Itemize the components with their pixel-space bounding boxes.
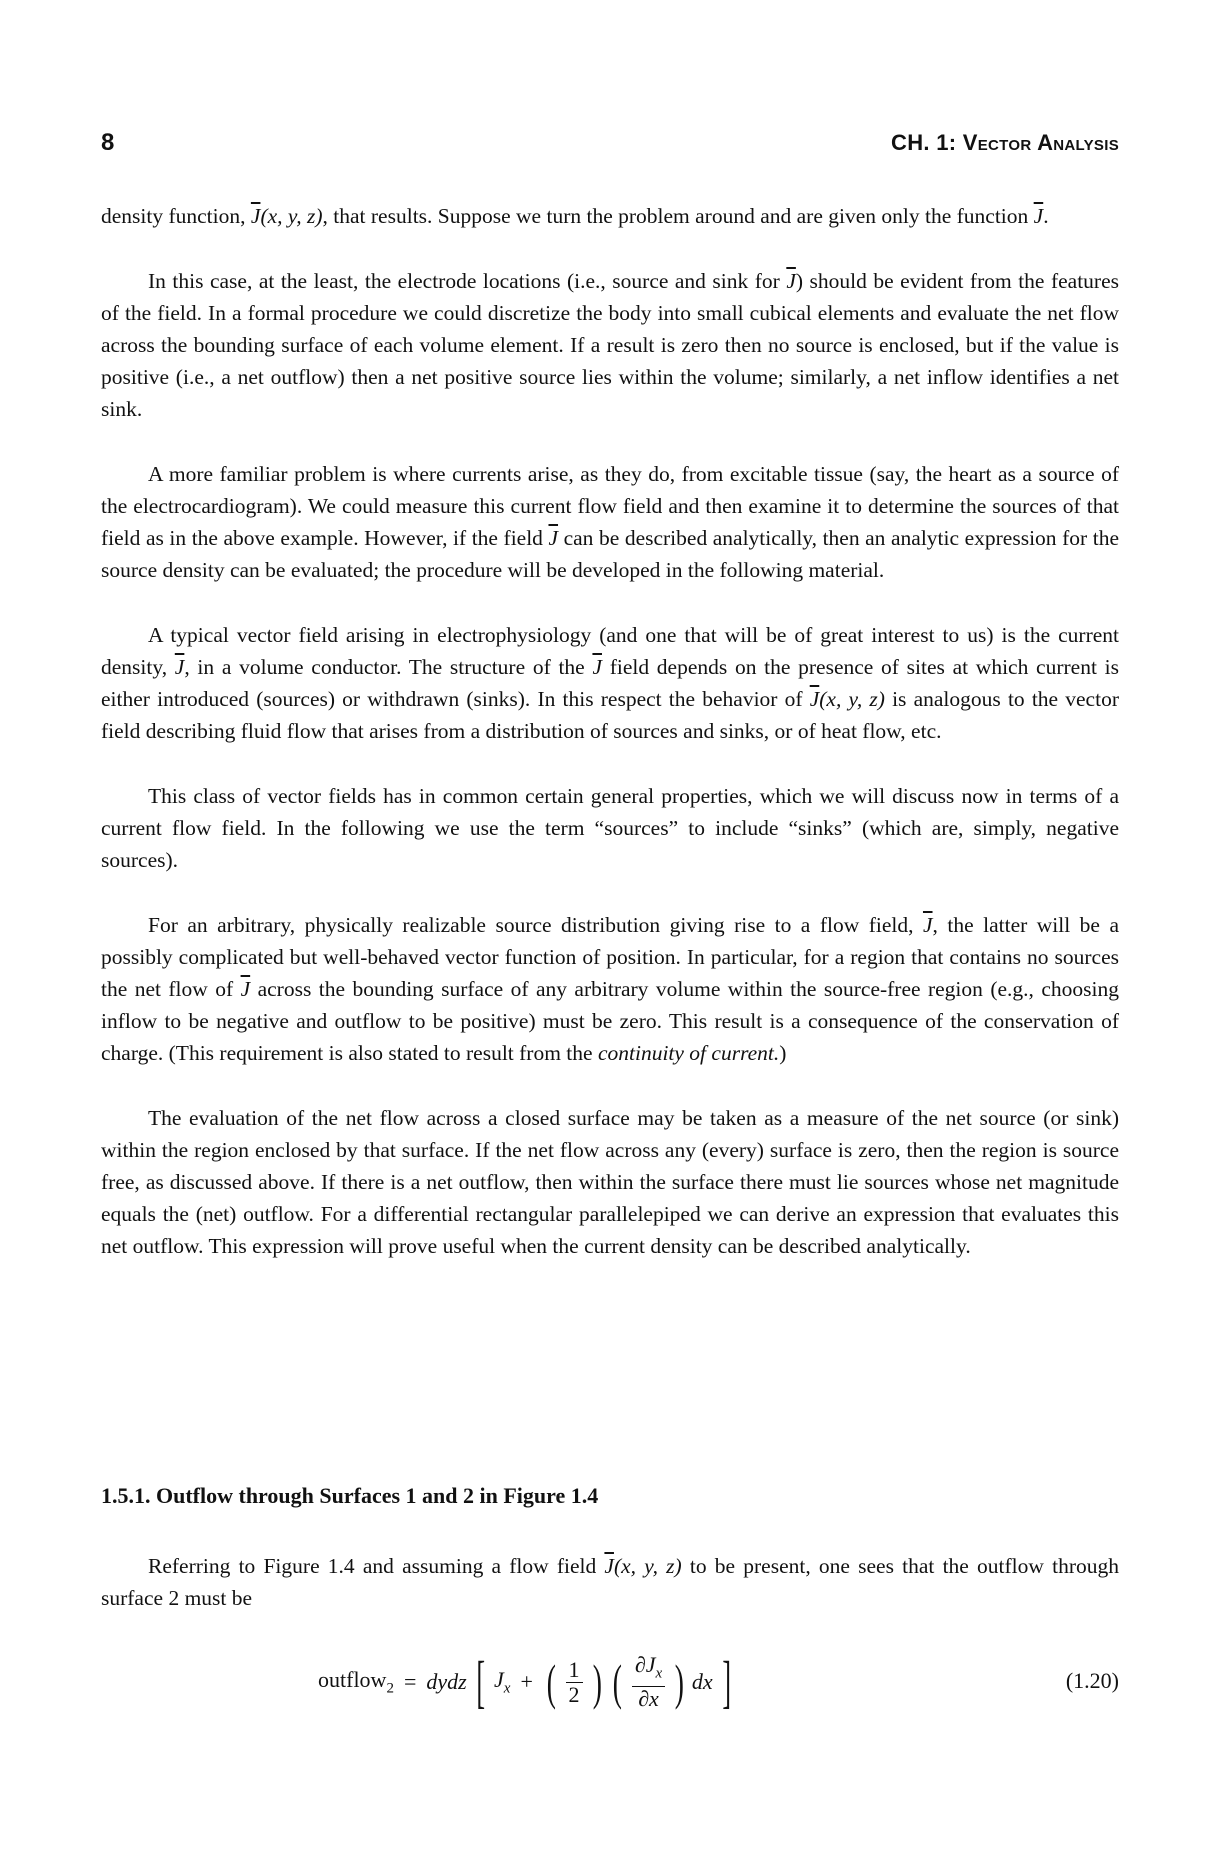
paragraph — [101, 1550, 1119, 1614]
text-run: A typical vector field arising in electrophysiology (and one that will be of great interest to us) is the current density, — [101, 623, 1119, 679]
left-bracket: [ — [476, 1649, 485, 1714]
paragraph — [101, 909, 1119, 1069]
math-arguments: (x, y, z) — [613, 1554, 682, 1578]
text-run: ) — [779, 1041, 787, 1065]
vector-j-symbol: $\overline{J}$ — [809, 687, 820, 711]
vector-j-symbol: $\overline{J}$ — [174, 655, 185, 679]
section-heading: 1.5.1. Outflow through Surfaces 1 and 2 in Figure 1.4 — [101, 1483, 599, 1508]
text-run: to be present, one sees that the outflow through surface 2 must be — [101, 1554, 1119, 1610]
math-arguments: (x, y, z) — [819, 687, 885, 711]
equation-factor: dydz — [426, 1669, 467, 1694]
vector-j-symbol: $\overline{J}$ — [922, 913, 933, 937]
vector-j-symbol: $\overline{J}$ — [786, 269, 796, 293]
paragraph — [101, 619, 1119, 747]
right-paren: ) — [592, 1654, 602, 1710]
section-block — [101, 1480, 1119, 1614]
text-run: is analogous to the vector field describing fluid flow that arises from a distribution of sources and sinks, or of heat flow, etc. — [101, 687, 1119, 743]
chapter-title: CH. 1: Vector Analysis — [891, 130, 1119, 155]
equation-lhs: outflow$_2$ — [318, 1666, 394, 1697]
fraction-half: $\frac{1}{2}$ — [566, 1658, 583, 1707]
text-run: , that results. Suppose we turn the problem around and are given only the function — [322, 204, 1034, 228]
text-run: density function, — [101, 204, 251, 228]
text-run: , the latter will be a possibly complicated but well-behaved vector function of position. In particular, for a region that contains no sources the net flow of — [101, 913, 1119, 1001]
paragraph — [101, 458, 1119, 586]
text-run: across the bounding surface of any arbitrary volume within the source-free region (e.g., choosing inflow to be negative and outflow to be positive) must be zero. This result is a consequence of the conservation of charge. (This requirement is also stated to result from the — [101, 977, 1119, 1065]
equation-body — [318, 1650, 736, 1714]
right-bracket: ] — [721, 1649, 731, 1714]
equation-term-jx: $J_x$ — [494, 1666, 511, 1697]
text-run: Referring to Figure 1.4 and assuming a flow field — [148, 1554, 605, 1578]
body-text — [101, 200, 1119, 1262]
text-run: field depends on the presence of sites at which current is either introduced (sources) or withdrawn (sinks). In this respect the behavior of — [101, 655, 1119, 711]
page-number: 8 — [101, 129, 115, 156]
vector-j-symbol: $\overline{J}$ — [604, 1554, 614, 1578]
text-run: A more familiar problem is where currents arise, as they do, from excitable tissue (say, the heart as a source of the electrocardiogram). We could measure this current flow field and then examine it to determine the sources of that field as in the above example. However, if the field — [101, 462, 1119, 550]
vector-j-symbol: $\overline{J}$ — [1033, 204, 1044, 228]
equation-dx: dx — [691, 1669, 713, 1694]
running-head — [101, 128, 1119, 158]
vector-j-symbol: $\overline{J}$ — [548, 526, 559, 550]
text-run: can be described analytically, then an analytic expression for the source density can be evaluated; the procedure will be developed in the following material. — [101, 526, 1119, 582]
vector-j-symbol: $\overline{J}$ — [592, 655, 602, 679]
vector-j-symbol: $\overline{J}$ — [240, 977, 251, 1001]
text-run: This class of vector fields has in common certain general properties, which we will discuss now in terms of a current flow field. In the following we use the term “sources” to include “sinks” (which are, simply, negative sources). — [101, 784, 1119, 872]
text-run: ) should be evident from the features of the field. In a formal procedure we could discretize the body into small cubical elements and evaluate the net flow across the bounding surface of each volume element. If a result is zero then no source is enclosed, but if the value is positive (i.e., a net outflow) then a net positive source lies within the volume; similarly, a net inflow identifies a net sink. — [101, 269, 1119, 421]
plus-sign: + — [520, 1669, 533, 1694]
paragraph — [101, 200, 1119, 232]
equation-1-20 — [101, 1650, 1119, 1714]
text-run: The evaluation of the net flow across a closed surface may be taken as a measure of the net source (or sink) within the region enclosed by that surface. If the net flow across any (every) surface is zero, then the region is source free, as discussed above. If there is a net outflow, then within the surface there must lie sources whose net magnitude equals the (net) outflow. For a differential rectangular parallelepiped we can derive an expression that evaluates this net outflow. This expression will prove useful when the current density can be described analytically. — [101, 1106, 1119, 1258]
fraction-partial-derivative: $\frac{\partial J_x}{\partial x}$ — [632, 1653, 665, 1710]
left-paren: ( — [612, 1654, 623, 1710]
paragraph — [101, 780, 1119, 876]
math-arguments: (x, y, z) — [260, 204, 323, 228]
text-run: . — [1043, 204, 1049, 228]
vector-j-symbol: $\overline{J}$ — [250, 204, 261, 228]
text-run: , in a volume conductor. The structure of the — [184, 655, 593, 679]
paragraph — [101, 265, 1119, 425]
emphasis-text: continuity of current. — [597, 1041, 780, 1065]
text-run: In this case, at the least, the electrode locations (i.e., source and sink for — [148, 269, 787, 293]
right-paren: ) — [674, 1654, 685, 1710]
text-run: For an arbitrary, physically realizable source distribution giving rise to a flow field, — [148, 913, 923, 937]
equation-number: (1.20) — [1065, 1668, 1119, 1693]
equals-sign: = — [403, 1669, 417, 1694]
paragraph — [101, 1102, 1119, 1262]
left-paren: ( — [546, 1654, 556, 1710]
